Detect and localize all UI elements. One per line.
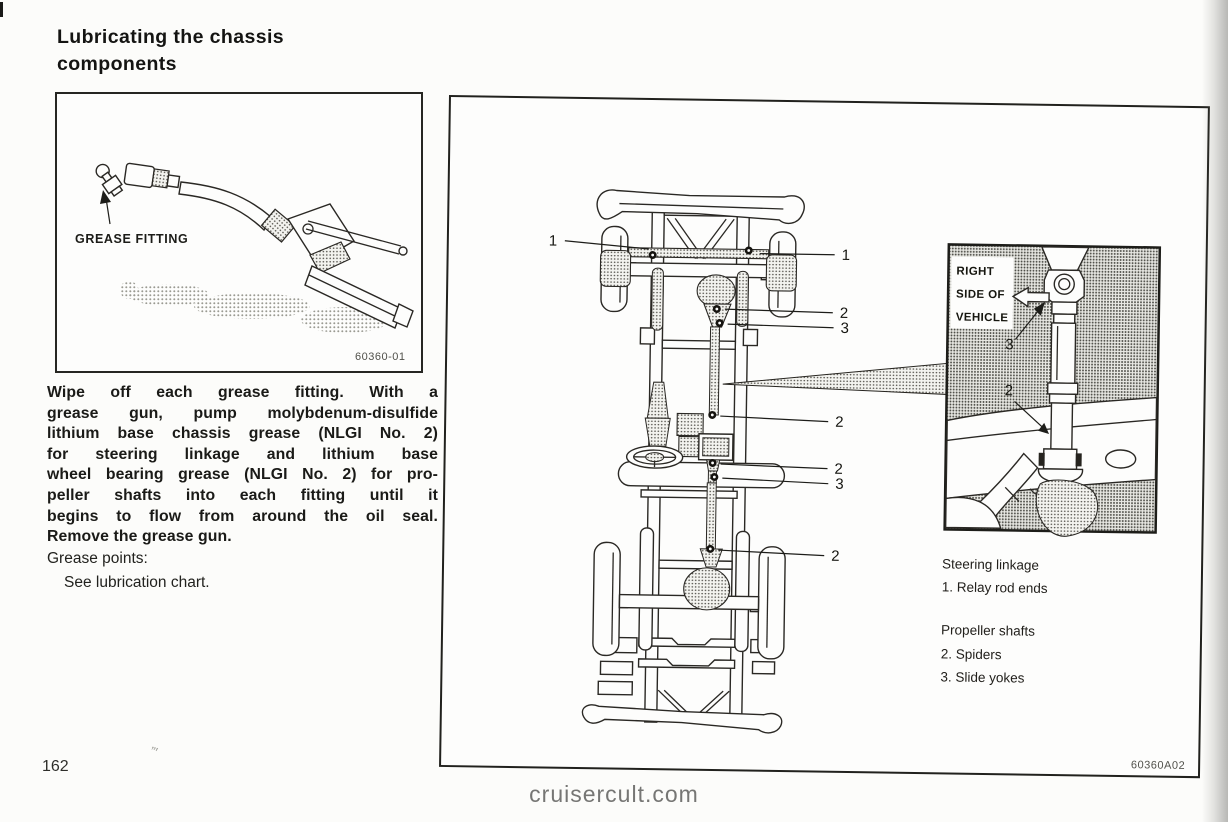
callouts <box>544 232 850 564</box>
rear-bumper <box>582 705 782 733</box>
driveline <box>675 326 734 549</box>
rear-right-wheel <box>758 547 786 659</box>
svg-text:2: 2 <box>831 547 840 565</box>
body-line: for steering linkage and lithium base <box>47 445 438 463</box>
rear-right-spring <box>735 531 750 651</box>
front-right-spring <box>737 271 749 326</box>
body-line: Remove the grease gun. <box>47 528 232 546</box>
watermark: cruisercult.com <box>529 781 699 807</box>
legend-steering-title: Steering linkage <box>941 556 1040 573</box>
scan-corner-artifact <box>0 2 3 17</box>
legend-item: 1. Relay rod ends <box>941 579 1048 596</box>
body-line: peller shafts into each fitting until it <box>47 486 438 504</box>
grease-points-label: Grease points: <box>47 550 148 567</box>
svg-text:3: 3 <box>840 319 850 337</box>
svg-text:2: 2 <box>839 304 849 322</box>
svg-text:3: 3 <box>1005 336 1014 354</box>
front-axle <box>606 262 790 278</box>
legend-item: 2. Spiders <box>940 646 1002 663</box>
front-axle-steering-linkage <box>600 247 797 332</box>
grease-fitting-illustration <box>57 94 417 367</box>
grease-gun-hose <box>179 182 271 230</box>
title-line-1: Lubricating the chassis <box>57 26 285 48</box>
front-differential <box>697 275 735 308</box>
rear-differential <box>683 568 730 611</box>
body-line: wheel bearing grease (NLGI No. 2) for pro- <box>47 466 438 484</box>
svg-text:2: 2 <box>834 460 843 478</box>
inset-direction-label-line2: SIDE OF <box>956 288 1005 302</box>
legend-item: 3. Slide yokes <box>940 669 1025 686</box>
body-line: Wipe off each grease fitting. With a <box>47 384 438 401</box>
frame-hole <box>1106 450 1136 468</box>
inset-direction-label-line3: VEHICLE <box>955 311 1009 325</box>
svg-text:1: 1 <box>548 232 558 250</box>
grease-gun-nozzle <box>124 163 180 191</box>
svg-text:2: 2 <box>1004 382 1014 400</box>
rear-axle <box>619 528 760 652</box>
inset-box <box>945 244 1160 537</box>
figure-number: 60360A02 <box>1130 759 1186 772</box>
steering-wheel-column <box>626 382 683 469</box>
rear-propeller-shaft <box>706 483 716 549</box>
legend-propeller-title: Propeller shafts <box>941 622 1036 639</box>
front-left-spring <box>652 268 664 330</box>
figure-number: 60360-01 <box>355 351 406 363</box>
svg-text:2: 2 <box>835 413 844 431</box>
fitting-pointer-arrow <box>100 190 111 224</box>
chassis-figure <box>439 95 1210 778</box>
grease-gun-head <box>288 204 354 273</box>
scan-smudge: ”′ <box>148 743 159 760</box>
rear-left-spring <box>639 528 654 650</box>
legend <box>940 556 1048 686</box>
body-line: begins to flow from around the oil seal. <box>47 507 438 525</box>
page-title <box>57 24 284 78</box>
front-propeller-shaft <box>709 327 719 415</box>
grease-fitting-figure <box>55 92 423 373</box>
page-number: 162 <box>42 758 69 775</box>
rear-left-wheel <box>593 542 621 655</box>
callout-spider-front-lower <box>708 411 844 431</box>
inset-pointer-wedge <box>723 360 947 394</box>
body-paragraph <box>47 383 438 548</box>
svg-text:1: 1 <box>841 246 851 264</box>
grease-fitting-caption: GREASE FITTING <box>75 232 189 246</box>
svg-text:3: 3 <box>835 475 844 493</box>
grease-fitting <box>92 161 124 198</box>
chassis-diagram <box>441 97 1208 776</box>
title-line-2: components <box>57 53 177 75</box>
inset-direction-label-line1: RIGHT <box>956 265 995 279</box>
grease-points-value: See lubrication chart. <box>64 574 210 591</box>
page-edge-shadow <box>1202 0 1228 822</box>
body-line: grease gun, pump molybdenum-disulfide <box>47 404 438 422</box>
body-line: lithium base chassis grease (NLGI No. 2) <box>47 425 438 443</box>
